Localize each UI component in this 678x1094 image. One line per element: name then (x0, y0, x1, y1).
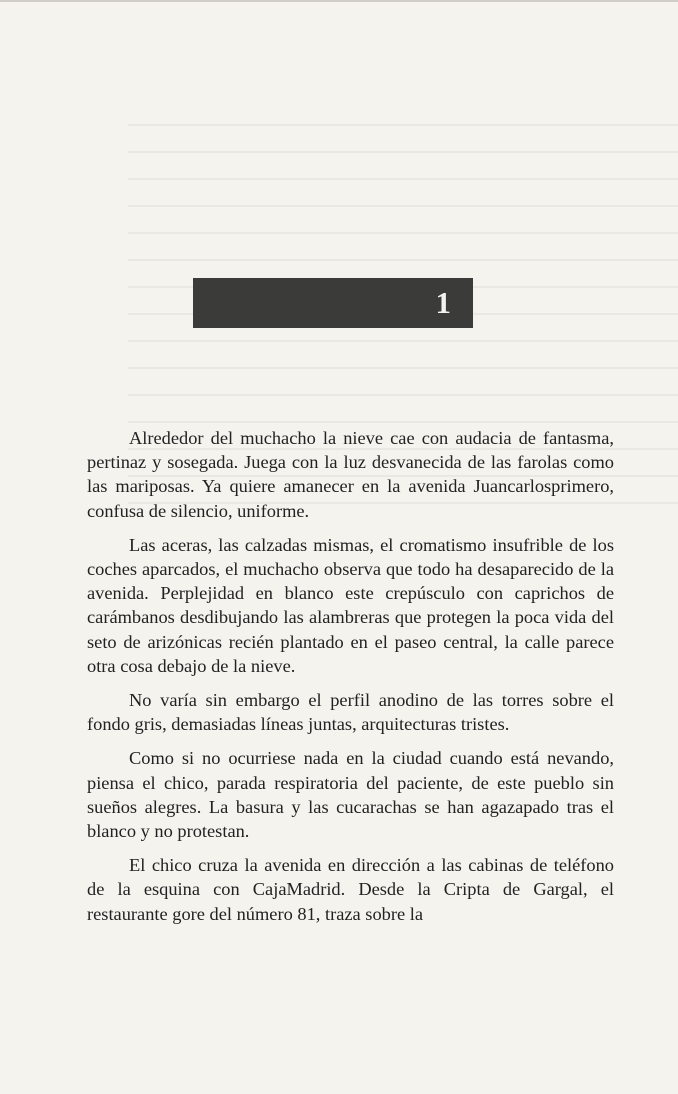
paragraph: Como si no ocurriese nada en la ciudad cuando está nevando, piensa el chico, parada respiratoria del paciente, de este pueblo sin sueños alegres. La basura y las cucarachas se han agazapado tras el blanco y no protestan. (87, 748, 614, 842)
page-top-edge (0, 0, 678, 2)
chapter-heading-box (193, 278, 473, 328)
paragraph: El chico cruza la avenida en dirección a las cabinas de teléfono de la esquina con CajaMadrid. Desde la Cripta de Gargal, el restaurante gore del número 81, traza sobre la (87, 855, 614, 924)
paragraph: Alrededor del muchacho la nieve cae con audacia de fantasma, pertinaz y sosegada. Juega con la luz desvanecida de las farolas como las mariposas. Ya quiere amanecer en la avenida Juancarlosprimero, confusa de silencio, uniforme. (87, 428, 614, 521)
body-text (87, 426, 614, 936)
paragraph: No varía sin embargo el perfil anodino de las torres sobre el fondo gris, demasiadas líneas juntas, arquitecturas tristes. (87, 690, 614, 735)
chapter-number: 1 (435, 285, 451, 320)
paragraph: Las aceras, las calzadas mismas, el cromatismo insufrible de los coches aparcados, el muchacho observa que todo ha desaparecido de la avenida. Perplejidad en blanco este crepúsculo con caprichos de carámbanos desdibujando las alambreras que protegen la poca vida del seto de arizónicas recién plantado en el paseo central, la calle parece otra cosa debajo de la nieve. (87, 534, 614, 676)
